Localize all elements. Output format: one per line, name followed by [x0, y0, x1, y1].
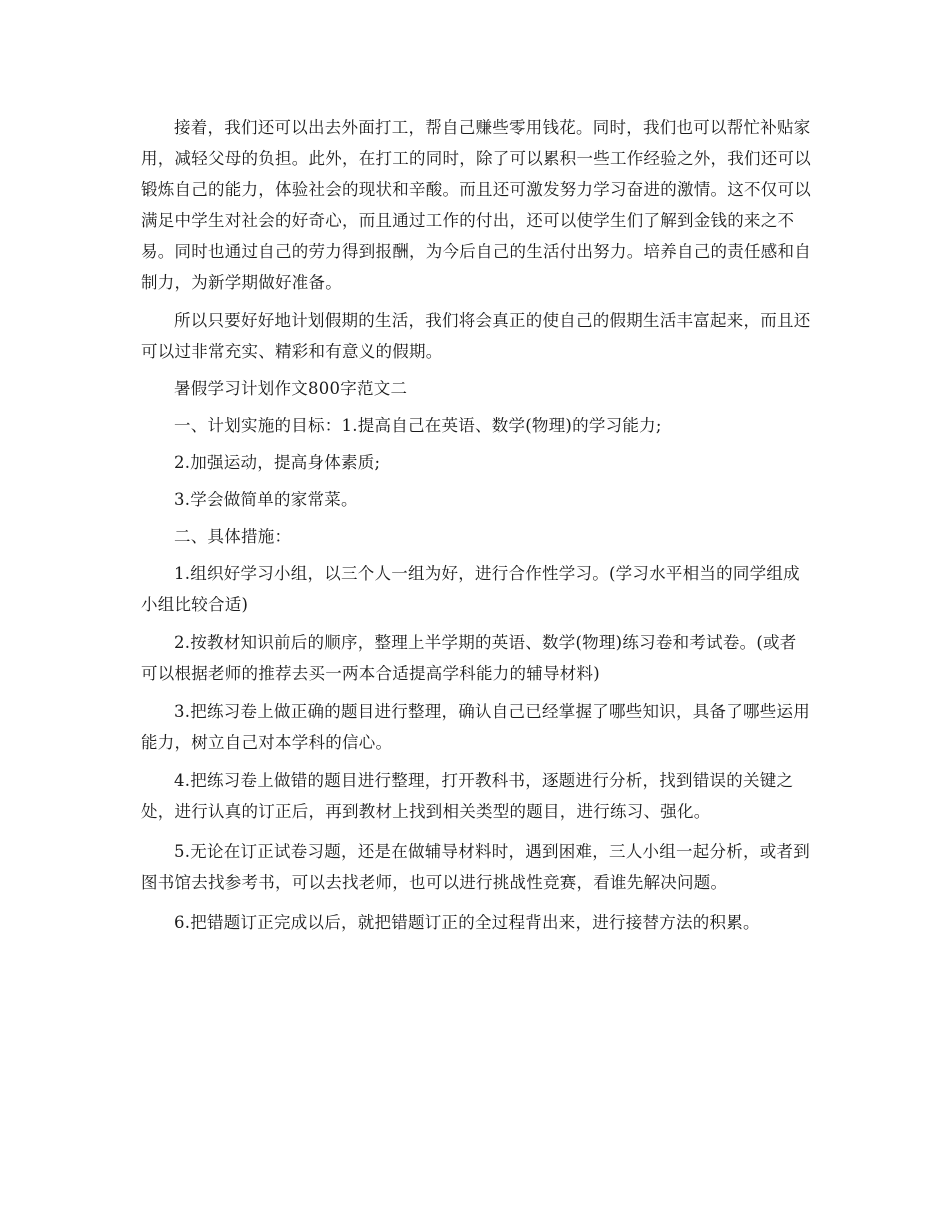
measure-item-6: 6.把错题订正完成以后，就把错题订正的全过程背出来，进行接替方法的积累。 [174, 913, 760, 932]
document-body [141, 112, 813, 945]
measures-heading: 二、具体措施： [174, 527, 292, 546]
measure-item-1: 1.组织好学习小组，以三个人一组为好，进行合作性学习。(学习水平相当的同学组成小组比较合适) [141, 564, 800, 614]
goal-item-1: 一、计划实施的目标：1.提高自己在英语、数学(物理)的学习能力; [174, 416, 662, 435]
paragraph-conclusion: 所以只要好好地计划假期的生活，我们将会真正的使自己的假期生活丰富起来，而且还可以过非常充实、精彩和有意义的假期。 [141, 311, 811, 361]
goal-item-3: 3.学会做简单的家常菜。 [174, 490, 358, 509]
paragraph-part-time-work: 接着，我们还可以出去外面打工，帮自己赚些零用钱花。同时，我们也可以帮忙补贴家用，减轻父母的负担。此外，在打工的同时，除了可以累积一些工作经验之外，我们还可以锻炼自己的能力，体验社会的现状和辛酸。而且还可激发努力学习奋进的激情。这不仅可以满足中学生对社会的好奇心，而且通过工作的付出，还可以使学生们了解到金钱的来之不易。同时也通过自己的劳力得到报酬，为今后自己的生活付出努力。培养自己的责任感和自制力，为新学期做好准备。 [141, 118, 811, 292]
measure-item-2: 2.按教材知识前后的顺序，整理上半学期的英语、数学(物理)练习卷和考试卷。(或者可以根据老师的推荐去买一两本合适提高学科能力的辅导材料) [141, 633, 797, 683]
goal-item-2: 2.加强运动，提高身体素质; [174, 453, 381, 472]
section-heading: 暑假学习计划作文800字范文二 [174, 379, 408, 398]
measure-item-4: 4.把练习卷上做错的题目进行整理，打开教科书，逐题进行分析，找到错误的关键之处，进行认真的订正后，再到教材上找到相关类型的题目，进行练习、强化。 [141, 771, 794, 821]
measure-item-5: 5.无论在订正试卷习题，还是在做辅导材料时，遇到困难，三人小组一起分析，或者到图书馆去找参考书，可以去找老师，也可以进行挑战性竞赛，看谁先解决问题。 [141, 842, 810, 892]
measure-item-3: 3.把练习卷上做正确的题目进行整理，确认自己已经掌握了哪些知识，具备了哪些运用能力，树立自己对本学科的信心。 [141, 702, 810, 752]
